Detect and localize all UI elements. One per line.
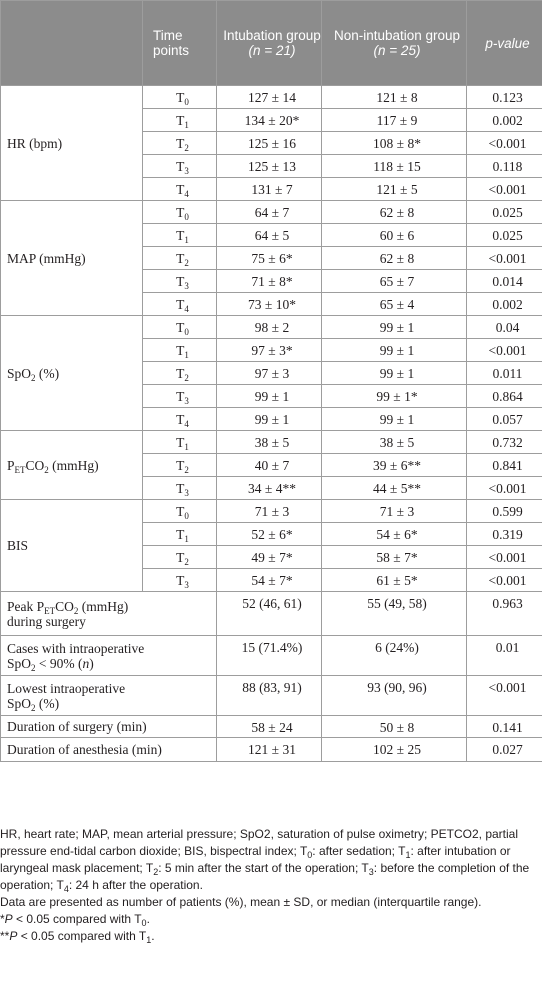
intubation-value-cell: 134 ± 20* <box>217 109 322 132</box>
nonintubation-value-cell: 99 ± 1 <box>322 408 467 431</box>
nonintubation-value-cell: 71 ± 3 <box>322 500 467 523</box>
nonintubation-value-cell: 117 ± 9 <box>322 109 467 132</box>
pvalue-cell: <0.001 <box>467 247 542 270</box>
pvalue-cell: 0.011 <box>467 362 542 385</box>
intubation-value-cell: 98 ± 2 <box>217 316 322 339</box>
header-intubation <box>217 1 322 86</box>
intubation-value-cell: 97 ± 3 <box>217 362 322 385</box>
header-nonintubation-label: Non-intubation group <box>333 28 461 43</box>
pvalue-cell: 0.002 <box>467 109 542 132</box>
intubation-value-cell: 54 ± 7* <box>217 569 322 592</box>
pvalue-cell: 0.123 <box>467 86 542 109</box>
header-nonintubation-n: (n = 25) <box>373 43 421 58</box>
nonintubation-value-cell: 50 ± 8 <box>322 716 467 738</box>
nonintubation-value-cell: 58 ± 7* <box>322 546 467 569</box>
row-group-label: HR (bpm) <box>1 86 143 201</box>
nonintubation-value-cell: 6 (24%) <box>322 636 467 676</box>
intubation-value-cell: 121 ± 31 <box>217 738 322 762</box>
header-intubation-n: (n = 21) <box>248 43 296 58</box>
row-group-label: MAP (mmHg) <box>1 201 143 316</box>
time-point-cell: $T_1$ <box>143 523 217 546</box>
pvalue-cell: 0.118 <box>467 155 542 178</box>
footnote: HR, heart rate; MAP, mean arterial pressure; SpO2, saturation of pulse oximetry; PETCO2, partial pressure end-tidal carbon dioxide; BIS, bispectral index; $T_0$: after sedation; $T_1$: after intubation or laryngeal mask placement; $T_2$: 5 min after the start of the operation; $T_3$: before the completion of the operation; $T_4$: 24 h after the operation. <box>0 827 530 894</box>
intubation-value-cell: 75 ± 6* <box>217 247 322 270</box>
nonintubation-value-cell: 61 ± 5* <box>322 569 467 592</box>
row-label: Cases with intraoperative SpO$_2$ < 90% (n) <box>1 636 217 676</box>
intubation-value-cell: 52 (46, 61) <box>217 592 322 636</box>
pvalue-cell: <0.001 <box>467 178 542 201</box>
pvalue-cell: 0.057 <box>467 408 542 431</box>
intubation-value-cell: 127 ± 14 <box>217 86 322 109</box>
pvalue-cell: 0.841 <box>467 454 542 477</box>
time-point-cell: $T_3$ <box>143 155 217 178</box>
nonintubation-value-cell: 121 ± 8 <box>322 86 467 109</box>
intubation-value-cell: 97 ± 3* <box>217 339 322 362</box>
table-row <box>1 636 542 676</box>
time-point-cell: $T_3$ <box>143 385 217 408</box>
time-point-cell: $T_2$ <box>143 247 217 270</box>
intubation-value-cell: 99 ± 1 <box>217 385 322 408</box>
intubation-value-cell: 49 ± 7* <box>217 546 322 569</box>
row-label: Duration of surgery (min) <box>1 716 217 738</box>
footnote: *P < 0.05 compared with $T_0$. <box>0 912 150 928</box>
nonintubation-value-cell: 62 ± 8 <box>322 201 467 224</box>
pvalue-cell: 0.963 <box>467 592 542 636</box>
nonintubation-value-cell: 108 ± 8* <box>322 132 467 155</box>
intubation-value-cell: 64 ± 5 <box>217 224 322 247</box>
pvalue-cell: 0.01 <box>467 636 542 676</box>
time-point-cell: $T_4$ <box>143 408 217 431</box>
time-point-cell: $T_1$ <box>143 339 217 362</box>
pvalue-cell: 0.014 <box>467 270 542 293</box>
nonintubation-value-cell: 102 ± 25 <box>322 738 467 762</box>
time-point-cell: $T_1$ <box>143 109 217 132</box>
intubation-value-cell: 64 ± 7 <box>217 201 322 224</box>
time-point-cell: $T_2$ <box>143 362 217 385</box>
time-point-cell: $T_0$ <box>143 500 217 523</box>
pvalue-cell: <0.001 <box>467 132 542 155</box>
nonintubation-value-cell: 38 ± 5 <box>322 431 467 454</box>
time-point-cell: $T_3$ <box>143 569 217 592</box>
table-row <box>1 716 542 738</box>
table-row <box>1 86 542 109</box>
pvalue-cell: 0.864 <box>467 385 542 408</box>
table-row <box>1 592 542 636</box>
pvalue-cell: 0.002 <box>467 293 542 316</box>
pvalue-cell: 0.319 <box>467 523 542 546</box>
pvalue-cell: 0.025 <box>467 201 542 224</box>
intubation-value-cell: 71 ± 8* <box>217 270 322 293</box>
nonintubation-value-cell: 99 ± 1 <box>322 339 467 362</box>
time-point-cell: $T_2$ <box>143 454 217 477</box>
nonintubation-value-cell: 99 ± 1 <box>322 362 467 385</box>
nonintubation-value-cell: 93 (90, 96) <box>322 676 467 716</box>
pvalue-cell: <0.001 <box>467 339 542 362</box>
pvalue-cell: 0.04 <box>467 316 542 339</box>
table-row <box>1 201 542 224</box>
pvalue-cell: 0.141 <box>467 716 542 738</box>
table-footnotes <box>0 826 542 945</box>
pvalue-cell: 0.027 <box>467 738 542 762</box>
time-point-cell: $T_2$ <box>143 132 217 155</box>
time-point-cell: $T_1$ <box>143 224 217 247</box>
nonintubation-value-cell: 44 ± 5** <box>322 477 467 500</box>
intubation-value-cell: 52 ± 6* <box>217 523 322 546</box>
intubation-value-cell: 125 ± 16 <box>217 132 322 155</box>
pvalue-cell: <0.001 <box>467 676 542 716</box>
nonintubation-value-cell: 65 ± 4 <box>322 293 467 316</box>
header-time-points: Time points <box>143 1 217 86</box>
pvalue-cell: <0.001 <box>467 569 542 592</box>
table-row <box>1 431 542 454</box>
intubation-value-cell: 58 ± 24 <box>217 716 322 738</box>
nonintubation-value-cell: 121 ± 5 <box>322 178 467 201</box>
table-row <box>1 500 542 523</box>
table-header <box>1 1 542 86</box>
table-row <box>1 316 542 339</box>
row-label: Duration of anesthesia (min) <box>1 738 217 762</box>
time-point-cell: $T_3$ <box>143 477 217 500</box>
time-point-cell: $T_0$ <box>143 201 217 224</box>
intubation-value-cell: 38 ± 5 <box>217 431 322 454</box>
intubation-value-cell: 125 ± 13 <box>217 155 322 178</box>
intubation-value-cell: 40 ± 7 <box>217 454 322 477</box>
intubation-value-cell: 34 ± 4** <box>217 477 322 500</box>
intubation-value-cell: 88 (83, 91) <box>217 676 322 716</box>
time-point-cell: $T_2$ <box>143 546 217 569</box>
row-group-label: BIS <box>1 500 143 592</box>
nonintubation-value-cell: 62 ± 8 <box>322 247 467 270</box>
intubation-value-cell: 99 ± 1 <box>217 408 322 431</box>
pvalue-cell: <0.001 <box>467 546 542 569</box>
footnote: **P < 0.05 compared with $T_1$. <box>0 929 155 945</box>
pvalue-cell: 0.599 <box>467 500 542 523</box>
nonintubation-value-cell: 99 ± 1* <box>322 385 467 408</box>
table-row <box>1 676 542 716</box>
time-point-cell: $T_0$ <box>143 316 217 339</box>
nonintubation-value-cell: 60 ± 6 <box>322 224 467 247</box>
footnote: Data are presented as number of patients (%), mean ± SD, or median (interquartile range). <box>0 895 482 909</box>
row-label: Peak $P_{ET}CO_2$ (mmHg) during surgery <box>1 592 217 636</box>
intubation-value-cell: 15 (71.4%) <box>217 636 322 676</box>
row-group-label: SpO$_2$ (%) <box>1 316 143 431</box>
nonintubation-value-cell: 118 ± 15 <box>322 155 467 178</box>
time-point-cell: $T_3$ <box>143 270 217 293</box>
intubation-value-cell: 131 ± 7 <box>217 178 322 201</box>
nonintubation-value-cell: 65 ± 7 <box>322 270 467 293</box>
table-body <box>1 86 542 762</box>
table-row <box>1 738 542 762</box>
row-label: Lowest intraoperative SpO$_2$ (%) <box>1 676 217 716</box>
time-point-cell: $T_0$ <box>143 86 217 109</box>
pvalue-cell: 0.025 <box>467 224 542 247</box>
time-point-cell: $T_4$ <box>143 293 217 316</box>
header-empty <box>1 1 143 86</box>
header-intubation-label: Intubation group <box>223 28 321 43</box>
intubation-value-cell: 73 ± 10* <box>217 293 322 316</box>
nonintubation-value-cell: 55 (49, 58) <box>322 592 467 636</box>
header-nonintubation <box>322 1 467 86</box>
nonintubation-value-cell: 54 ± 6* <box>322 523 467 546</box>
nonintubation-value-cell: 99 ± 1 <box>322 316 467 339</box>
intubation-value-cell: 71 ± 3 <box>217 500 322 523</box>
pvalue-cell: 0.732 <box>467 431 542 454</box>
pvalue-cell: <0.001 <box>467 477 542 500</box>
time-point-cell: $T_1$ <box>143 431 217 454</box>
nonintubation-value-cell: 39 ± 6** <box>322 454 467 477</box>
header-pvalue: p-value <box>467 1 542 86</box>
time-point-cell: $T_4$ <box>143 178 217 201</box>
row-group-label: $P_{ET}CO_2$ (mmHg) <box>1 431 143 500</box>
